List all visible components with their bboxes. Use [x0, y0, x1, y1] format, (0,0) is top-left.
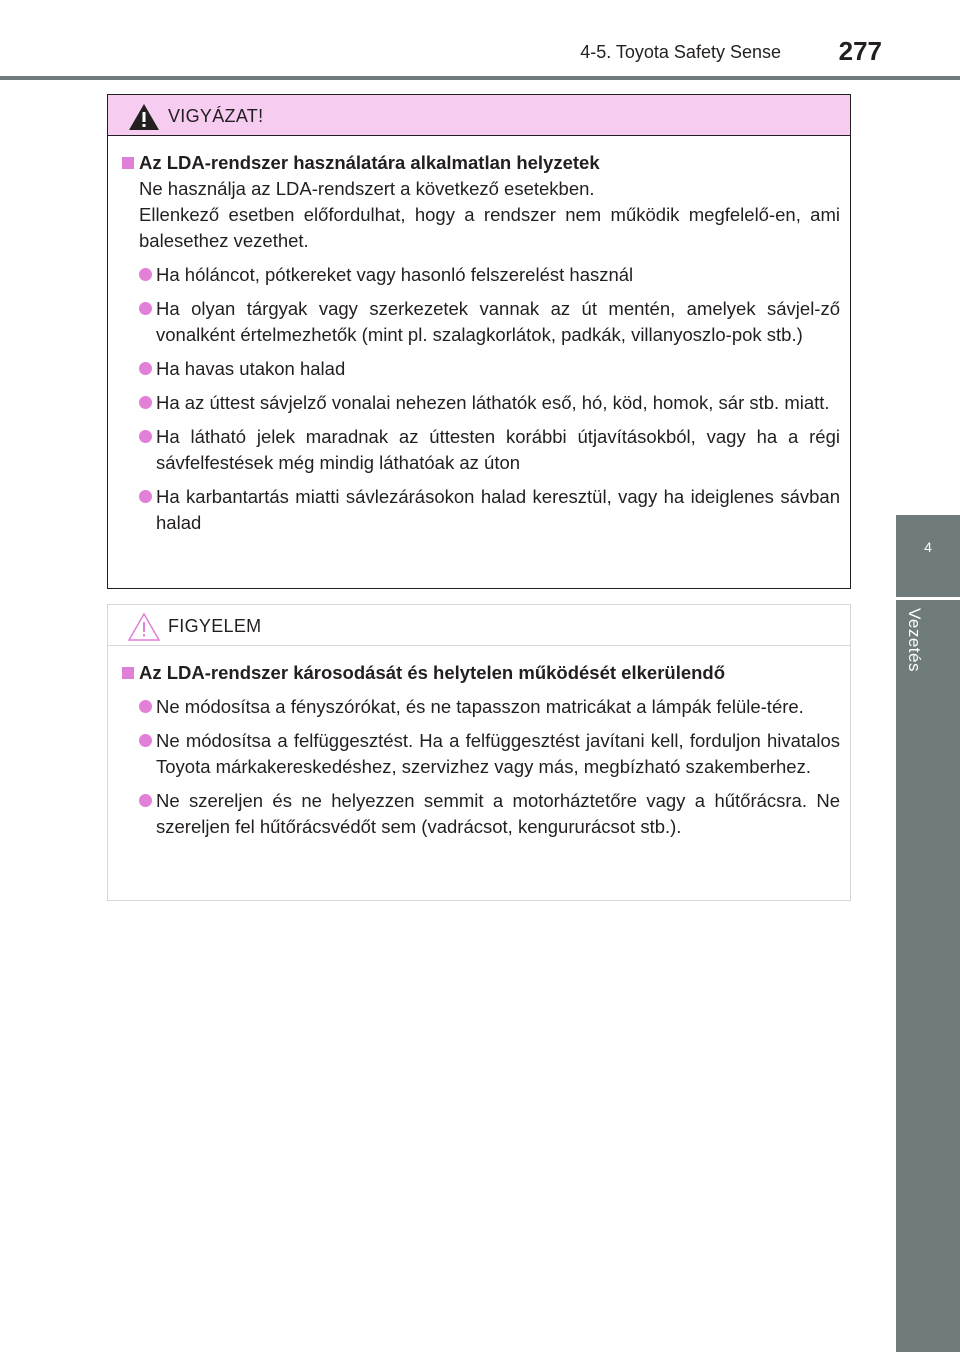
- caution-content: [108, 646, 850, 840]
- caution-heading: [122, 660, 840, 686]
- bullet-icon: [139, 794, 152, 807]
- list-item: [122, 728, 840, 780]
- list-item: [122, 296, 840, 348]
- warning-content: [108, 136, 850, 536]
- bullet-icon: [139, 734, 152, 747]
- list-item: [122, 356, 840, 382]
- warning-box: [107, 94, 851, 589]
- list-item-text: Ne módosítsa a fényszórókat, és ne tapasszon matricákat a lámpák felüle-tére.: [156, 696, 804, 717]
- chapter-number: 4: [924, 539, 932, 555]
- bullet-icon: [139, 700, 152, 713]
- list-item: [122, 484, 840, 536]
- page-number: 277: [838, 36, 882, 66]
- bullet-icon: [139, 302, 152, 315]
- list-item-text: Ne szereljen és ne helyezzen semmit a motorháztetőre vagy a hűtőrácsra. Ne szereljen fel hűtőrácsvédőt sem (vadrácsot, kengururácsot stb.).: [156, 790, 840, 837]
- list-item: [122, 262, 840, 288]
- bullet-icon: [139, 430, 152, 443]
- warning-heading-text: Az LDA-rendszer használatára alkalmatlan helyzetek: [139, 152, 600, 173]
- bullet-icon: [139, 396, 152, 409]
- warning-triangle-icon: [127, 102, 161, 132]
- caution-header: [108, 605, 850, 646]
- bullet-icon: [139, 268, 152, 281]
- caution-heading-text: Az LDA-rendszer károsodását és helytelen működését elkerülendő: [139, 662, 726, 683]
- warning-intro-line1: Ne használja az LDA-rendszert a következő esetekben.: [139, 178, 595, 199]
- chapter-tab: [896, 515, 960, 597]
- warning-intro-line2: Ellenkező esetben előfordulhat, hogy a rendszer nem működik megfelelő-en, ami balesethez vezethet.: [139, 204, 840, 251]
- list-item: [122, 390, 840, 416]
- header-rule: [0, 76, 960, 80]
- bullet-icon: [139, 490, 152, 503]
- bullet-icon: [139, 362, 152, 375]
- list-item: [122, 788, 840, 840]
- caution-box: [107, 604, 851, 901]
- list-item-text: Ha az úttest sávjelző vonalai nehezen láthatók eső, hó, köd, homok, sár stb. miatt.: [156, 392, 830, 413]
- square-bullet-icon: [122, 667, 134, 679]
- chapter-label: Vezetés: [905, 608, 924, 672]
- list-item: [122, 424, 840, 476]
- warning-title: VIGYÁZAT!: [168, 106, 264, 126]
- warning-heading: [122, 150, 840, 176]
- caution-title: FIGYELEM: [168, 616, 262, 636]
- list-item: [122, 694, 840, 720]
- warning-header: [108, 95, 850, 136]
- square-bullet-icon: [122, 157, 134, 169]
- list-item-text: Ne módosítsa a felfüggesztést. Ha a felfüggesztést javítani kell, forduljon hivatalos Toyota márkakereskedéshez, szervizhez vagy más, megbízható szakemberhez.: [156, 730, 840, 777]
- list-item-text: Ha látható jelek maradnak az úttesten korábbi útjavításokból, vagy ha a régi sávfelfestések még mindig láthatóak az úton: [156, 426, 840, 473]
- chapter-side-bar: [896, 600, 960, 1352]
- caution-triangle-icon: [127, 612, 161, 642]
- section-title: 4-5. Toyota Safety Sense: [580, 42, 781, 62]
- list-item-text: Ha karbantartás miatti sávlezárásokon halad keresztül, vagy ha ideiglenes sávban halad: [156, 486, 840, 533]
- list-item-text: Ha olyan tárgyak vagy szerkezetek vannak az út mentén, amelyek sávjel-ző vonalként értelmezhetők (mint pl. szalagkorlátok, padkák, villanyoszlo-pok stb.): [156, 298, 840, 345]
- list-item-text: Ha hóláncot, pótkereket vagy hasonló felszerelést használ: [156, 264, 634, 285]
- list-item-text: Ha havas utakon halad: [156, 358, 346, 379]
